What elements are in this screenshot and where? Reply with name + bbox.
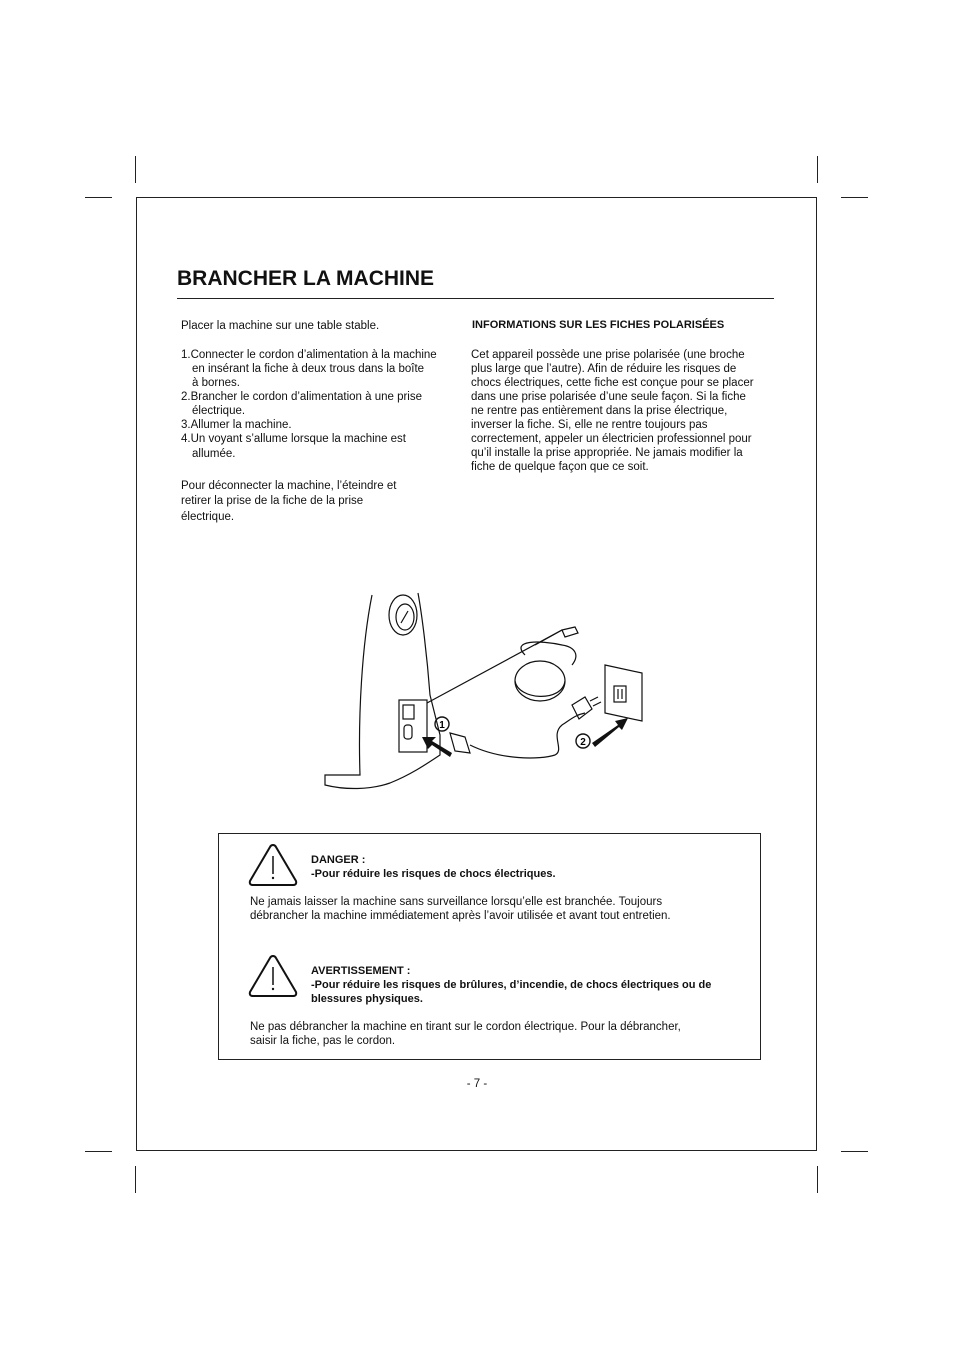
- danger-subtitle: -Pour réduire les risques de chocs électriques.: [311, 868, 556, 880]
- danger-line: Ne jamais laisser la machine sans surveillance lorsqu’elle est branchée. Toujours: [250, 896, 663, 908]
- warning-subtitle-line: -Pour réduire les risques de brûlures, d’incendie, de chocs électriques ou de: [311, 979, 712, 991]
- step-line: électrique.: [192, 405, 246, 417]
- warning-line: saisir la fiche, pas le cordon.: [250, 1035, 396, 1047]
- wall-outlet-icon: [605, 665, 642, 721]
- callout-1: 1: [439, 720, 445, 731]
- warning-triangle-icon: [247, 953, 299, 999]
- intro-text: Placer la machine sur une table stable.: [181, 320, 380, 332]
- foot-pedal-icon: [515, 661, 565, 701]
- crop-mark: [85, 197, 112, 198]
- crop-mark: [841, 1151, 868, 1152]
- warning-triangle-icon: [247, 842, 299, 888]
- disconnect-text: [181, 479, 441, 525]
- polarized-line: qu’il installe la prise appropriée. Ne jamais modifier la: [471, 447, 743, 459]
- disconnect-line: électrique.: [181, 511, 235, 523]
- crop-mark: [85, 1151, 112, 1152]
- cord-connector-icon: [450, 733, 470, 753]
- polarized-line: chocs électriques, cette fiche est conçue pour se placer: [471, 377, 754, 389]
- warning-text: [250, 1020, 730, 1048]
- crop-mark: [817, 156, 818, 183]
- crop-mark: [135, 156, 136, 183]
- warning-line: Ne pas débrancher la machine en tirant sur le cordon électrique. Pour la débrancher,: [250, 1021, 681, 1033]
- handwheel-icon: [389, 595, 417, 635]
- power-plug-icon: [572, 697, 592, 719]
- warning-title: AVERTISSEMENT :: [311, 965, 411, 977]
- step-line: 3.Allumer la machine.: [181, 419, 292, 431]
- page-number: - 7 -: [466, 1078, 488, 1090]
- polarized-line: fiche de quelque façon que ce soit.: [471, 461, 649, 473]
- polarized-text: [471, 348, 781, 474]
- danger-title: DANGER :: [311, 854, 366, 866]
- step-line: 2.Brancher le cordon d’alimentation à une prise: [181, 391, 423, 403]
- polarized-line: plus large que l’autre). Afin de réduire les risques de: [471, 363, 737, 375]
- polarized-line: ne rentre pas entièrement dans la prise électrique,: [471, 405, 728, 417]
- steps-list: [181, 348, 461, 461]
- crop-mark: [841, 197, 868, 198]
- page-title: BRANCHER LA MACHINE: [177, 267, 435, 290]
- warning-subtitle: [311, 978, 756, 1006]
- step-line: 1.Connecter le cordon d’alimentation à la machine: [181, 349, 437, 361]
- disconnect-line: retirer la prise de la fiche de la prise: [181, 495, 364, 507]
- title-rule: [177, 298, 774, 299]
- step-line: en insérant la fiche à deux trous dans la boîte: [192, 363, 425, 375]
- sewing-machine-icon: [325, 593, 440, 789]
- polarized-line: dans une prise polarisée d’une seule façon. Si la fiche: [471, 391, 746, 403]
- warning-subtitle-line: blessures physiques.: [311, 993, 423, 1005]
- crop-mark: [817, 1166, 818, 1193]
- polarized-line: correctement, appeler un électricien professionnel pour: [471, 433, 752, 445]
- step-line: 4.Un voyant s’allume lorsque la machine est: [181, 433, 407, 445]
- disconnect-line: Pour déconnecter la machine, l’éteindre et: [181, 480, 397, 492]
- step-line: allumée.: [192, 448, 236, 460]
- crop-mark: [135, 1166, 136, 1193]
- polarized-line: inverser la fiche. Si, elle ne rentre toujours pas: [471, 419, 708, 431]
- danger-line: débrancher la machine immédiatement après l’avoir utilisée et avant tout entretien.: [250, 910, 671, 922]
- danger-text: [250, 895, 730, 923]
- callout-2: 2: [580, 737, 586, 748]
- connection-illustration: [300, 585, 660, 800]
- arrow-icon: [592, 718, 628, 747]
- step-line: à bornes.: [192, 377, 240, 389]
- polarized-line: Cet appareil possède une prise polarisée (une broche: [471, 349, 745, 361]
- polarized-heading: INFORMATIONS SUR LES FICHES POLARISÉES: [472, 319, 725, 331]
